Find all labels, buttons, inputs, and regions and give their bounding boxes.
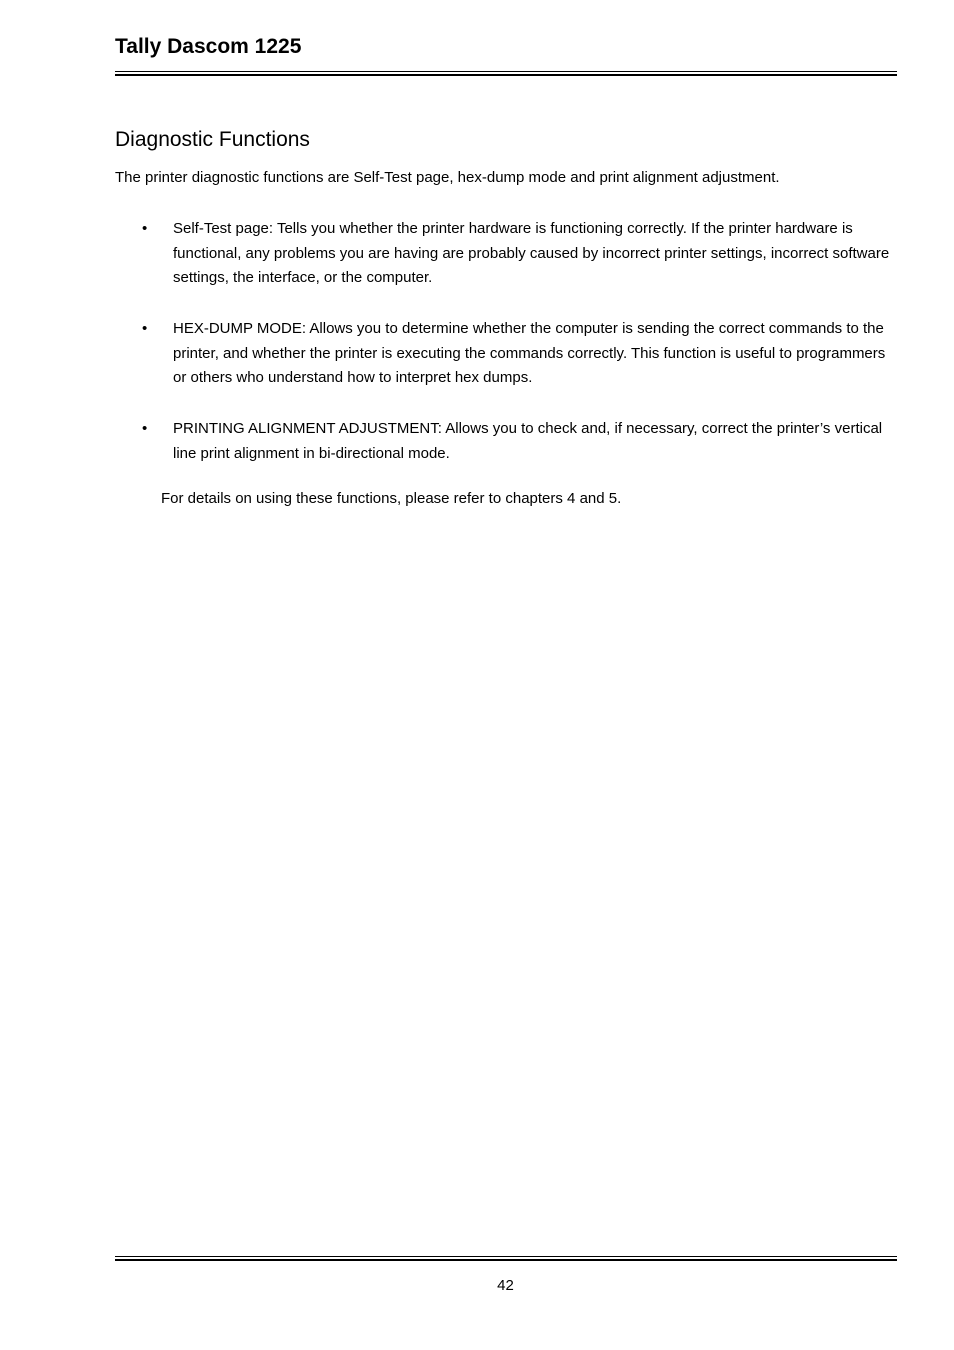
bullet-icon: • <box>142 220 148 237</box>
bullet-text: PRINTING ALIGNMENT ADJUSTMENT: Allows you to check and, if necessary, correct the printer’s vertical line print alignment in bi-directional mode. <box>173 420 883 462</box>
bullet-text: HEX-DUMP MODE: Allows you to determine whether the computer is sending the correct commands to the printer, and whether the printer is executing the commands correctly. This function is useful to programmers or others who understand how to interpret hex dumps. <box>173 320 886 386</box>
page-header-title: Tally Dascom 1225 <box>115 35 302 58</box>
bullet-text: Self-Test page: Tells you whether the printer hardware is functioning correctly. If the printer hardware is functional, any problems you are having are probably caused by incorrect printer settings, incorrect software settings, the interface, or the computer. <box>173 220 890 286</box>
page-number: 42 <box>497 1277 514 1294</box>
closing-paragraph: For details on using these functions, please refer to chapters 4 and 5. <box>161 490 622 507</box>
footer-divider <box>115 1256 897 1261</box>
intro-paragraph: The printer diagnostic functions are Self-Test page, hex-dump mode and print alignment adjustment. <box>115 169 780 186</box>
header-divider <box>115 71 897 76</box>
section-heading: Diagnostic Functions <box>115 128 310 151</box>
bullet-icon: • <box>142 420 148 437</box>
bullet-icon: • <box>142 320 148 337</box>
